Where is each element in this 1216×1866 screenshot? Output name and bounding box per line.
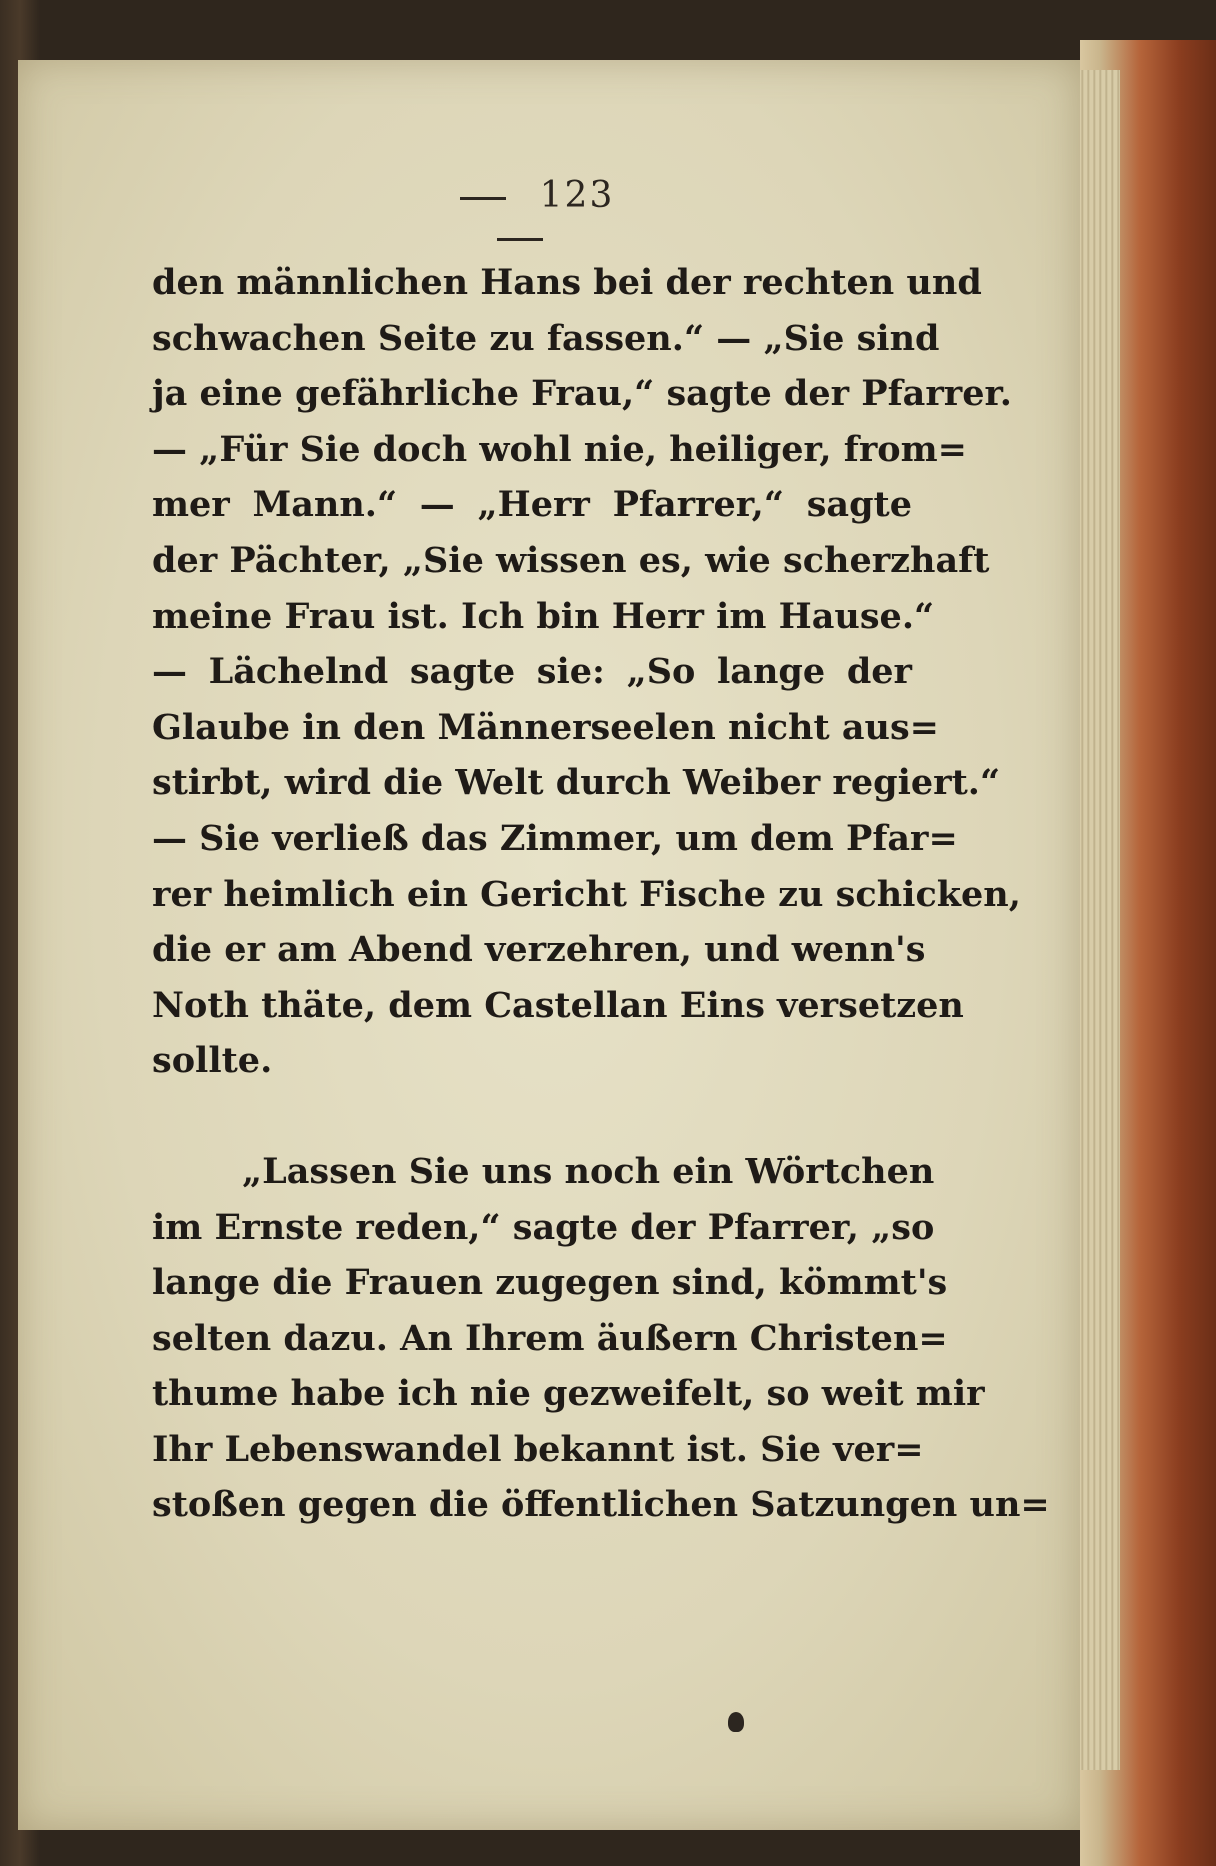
text-line: meine Frau ist. Ich bin Herr im Hause.“ — [152, 595, 935, 637]
text-line: stoßen gegen die öffentlichen Satzungen un= — [152, 1484, 1050, 1526]
text-line: sollte. — [152, 1040, 273, 1082]
page-number: 123 — [539, 175, 615, 216]
text-line: „Lassen Sie uns noch ein Wörtchen — [242, 1150, 935, 1192]
text-line: die er am Abend verzehren, und wenn's — [152, 929, 926, 971]
page-header — [380, 175, 660, 257]
text-line: schwachen Seite zu fassen.“ — „Sie sind — [152, 317, 940, 359]
paragraph-2 — [152, 1144, 1050, 1533]
text-line: im Ernste reden,“ sagte der Pfarrer, „so — [152, 1206, 935, 1248]
text-line: — „Für Sie doch wohl nie, heiliger, from= — [152, 428, 967, 470]
text-line: den männlichen Hans bei der rechten und — [152, 262, 982, 303]
text-line: ja eine gefährliche Frau,“ sagte der Pfarrer. — [152, 373, 1012, 415]
text-line: stirbt, wird die Welt durch Weiber regiert.“ — [152, 762, 1001, 804]
header-dash-left — [460, 197, 506, 200]
text-line: thume habe ich nie gezweifelt, so weit mir — [152, 1373, 985, 1415]
text-line: rer heimlich ein Gericht Fische zu schicken, — [152, 873, 1021, 915]
text-line: mer Mann.“ — „Herr Pfarrer,“ sagte — [152, 484, 912, 526]
text-line: selten dazu. An Ihrem äußern Christen= — [152, 1317, 948, 1359]
paragraph-1 — [152, 255, 1021, 1089]
text-line: der Pächter, „Sie wissen es, wie scherzhaft — [152, 539, 990, 581]
text-line: Noth thäte, dem Castellan Eins versetzen — [152, 984, 964, 1026]
body-text — [152, 255, 1050, 1533]
text-line: — Lächelnd sagte sie: „So lange der — [152, 651, 912, 693]
text-line: lange die Frauen zugegen sind, kömmt's — [152, 1262, 948, 1304]
text-line: Glaube in den Männerseelen nicht aus= — [152, 706, 940, 748]
text-line: Ihr Lebenswandel bekannt ist. Sie ver= — [152, 1428, 924, 1470]
header-dash-right — [497, 238, 543, 241]
ink-mark — [728, 1712, 744, 1732]
text-line: — Sie verließ das Zimmer, um dem Pfar= — [152, 817, 958, 859]
